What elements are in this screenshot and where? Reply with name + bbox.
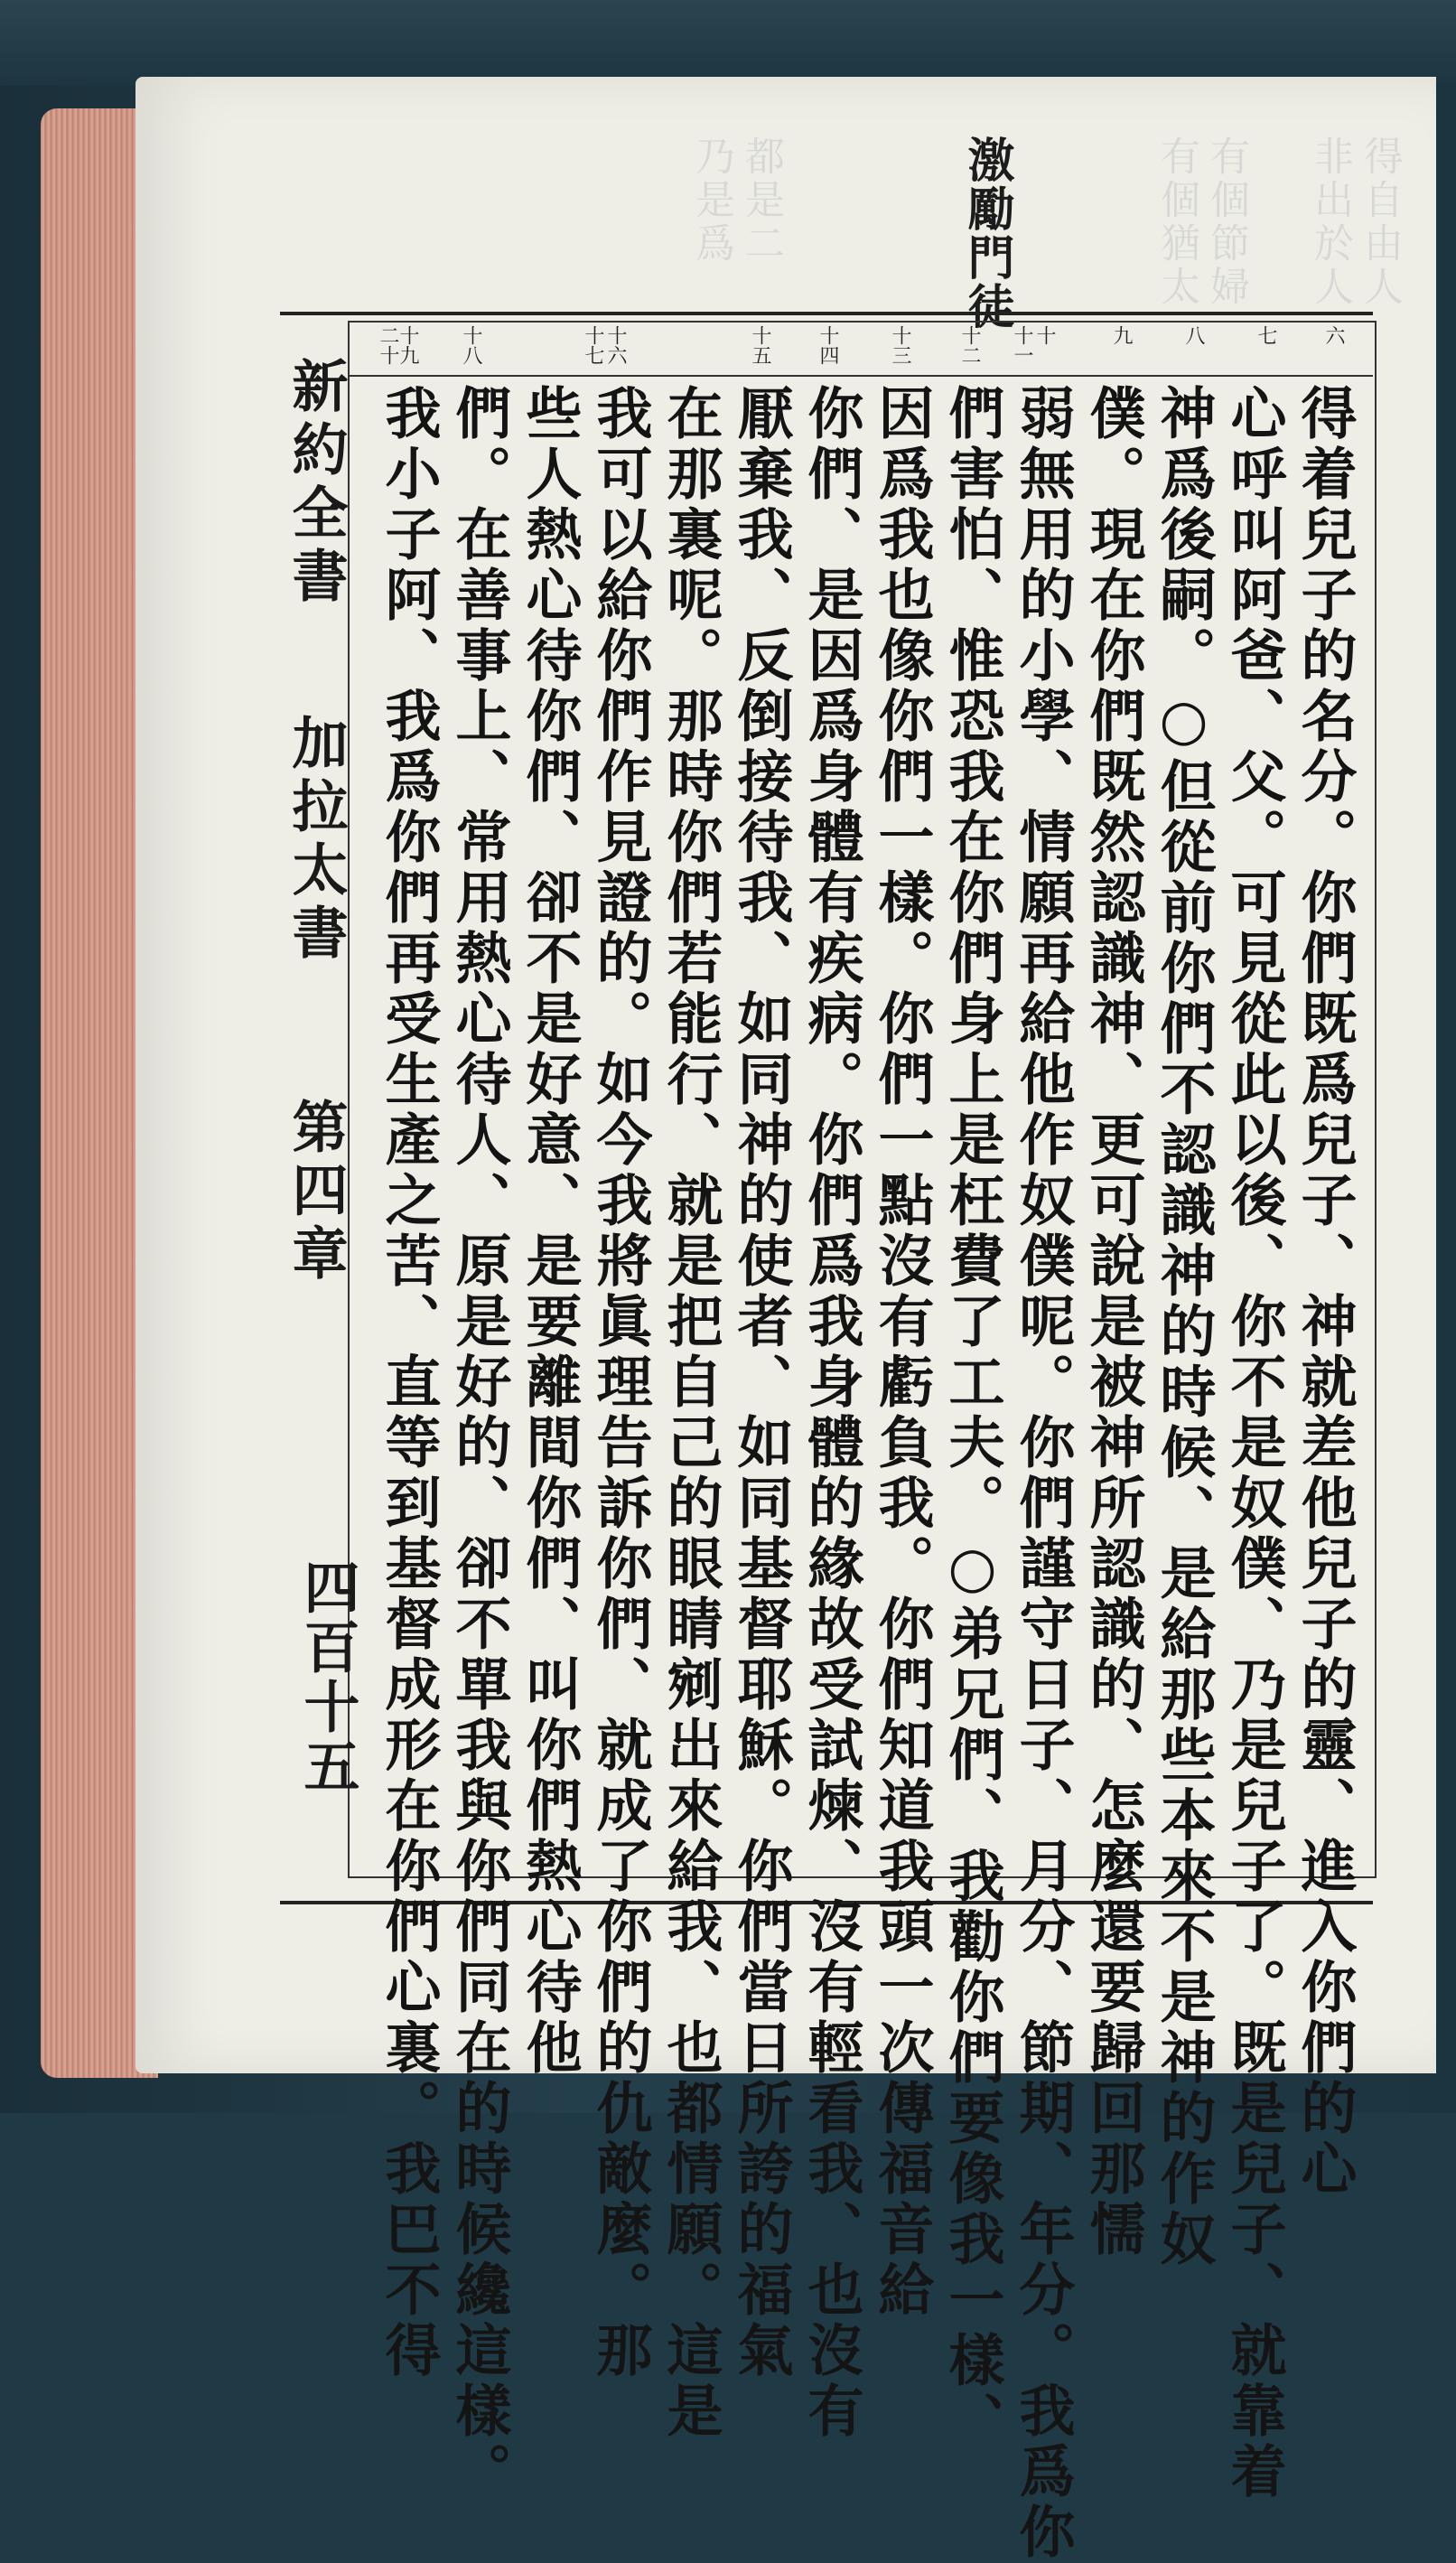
verse-number: 十一 [1011, 325, 1033, 365]
cover-top-edge [0, 0, 1456, 86]
bleed-through-text: 非出於人 [1307, 136, 1353, 309]
text-column: 們害怕、惟恐我在你們身上是枉費了工夫。○弟兄們、我勸你們要像我一樣、 [939, 384, 1005, 2452]
text-column: 你們、是因爲身體有疾病。你們爲我身體的緣故受試煉、沒有輕看我、也沒有 [798, 384, 864, 2442]
margin-section-title: 加拉太書 [283, 714, 349, 967]
text-column: 在那裏呢。那時你們若能行、就是把自己的眼睛剜出來給我、也都情願。這是 [658, 384, 723, 2442]
margin-chapter: 第四章 [283, 1098, 349, 1287]
bleed-through-text: 有個節婦 [1203, 136, 1249, 309]
verse-number-band [348, 321, 1373, 377]
verse-number: 九 [1110, 325, 1133, 345]
text-column: 我可以給你們作見證的。如今我將眞理告訴你們、就成了你們的仇敵麼。那 [587, 384, 653, 2381]
bleed-through-text: 乃是爲 [688, 136, 734, 266]
verse-number: 六 [1322, 325, 1345, 345]
verse-number: 十九 [397, 325, 419, 365]
verse-number: 十三 [889, 325, 911, 365]
verse-number: 二十 [377, 325, 399, 365]
text-column: 得着兒子的名分。你們既爲兒子、神就差他兒子的靈、進入你們的心 [1292, 384, 1358, 2200]
text-column: 神爲後嗣。○但從前你們不認識神的時候、是給那些本來不是神的作奴 [1151, 384, 1217, 2270]
verse-number: 十四 [817, 325, 839, 365]
text-column: 們。在善事上、常用熱心待人、原是好的、卻不單我與你們同在的時候纔這樣。 [446, 384, 512, 2502]
margin-book-title: 新約全書 [283, 357, 349, 610]
text-column: 因爲我也像你們一樣。你們一點沒有虧負我。你們知道我頭一次傳福音給 [869, 384, 935, 2321]
verse-number: 八 [1182, 325, 1205, 345]
verse-number: 十七 [582, 325, 604, 365]
verse-number: 十二 [958, 325, 981, 365]
text-column: 心呼叫阿爸、父。可見從此以後、你不是奴僕、乃是兒子了。既是兒子、就靠着 [1221, 384, 1287, 2502]
running-header: 激勵門徒 [959, 136, 1014, 331]
verse-number: 十五 [749, 325, 771, 365]
bleed-through-text: 有個猶太 [1153, 136, 1199, 309]
verse-number: 十六 [604, 325, 627, 365]
bleed-through-text: 都是二 [738, 136, 784, 266]
page-number: 四百十五 [294, 1558, 360, 1797]
text-column: 些人熱心待你們、卻不是好意、是要離間你們、叫你們熱心待他 [517, 384, 583, 2079]
verse-number: 十八 [460, 325, 482, 365]
verse-number: 十 [1033, 325, 1056, 345]
text-column: 僕。現在你們既然認識神、更可說是被神所認識的、怎麼還要歸回那懦 [1080, 384, 1146, 2260]
text-column: 我小子阿、我爲你們再受生產之苦、直等到基督成形在你們心裏。我巴不得 [376, 384, 442, 2381]
text-column: 厭棄我、反倒接待我、如同神的使者、如同基督耶穌。你們當日所誇的福氣 [728, 384, 794, 2381]
verse-number: 七 [1255, 325, 1277, 345]
bleed-through-text: 得自由人 [1357, 136, 1403, 309]
text-column: 弱無用的小學、情願再給他作奴僕呢。你們謹守日子、月分、節期、年分。我爲你 [1010, 384, 1076, 2563]
